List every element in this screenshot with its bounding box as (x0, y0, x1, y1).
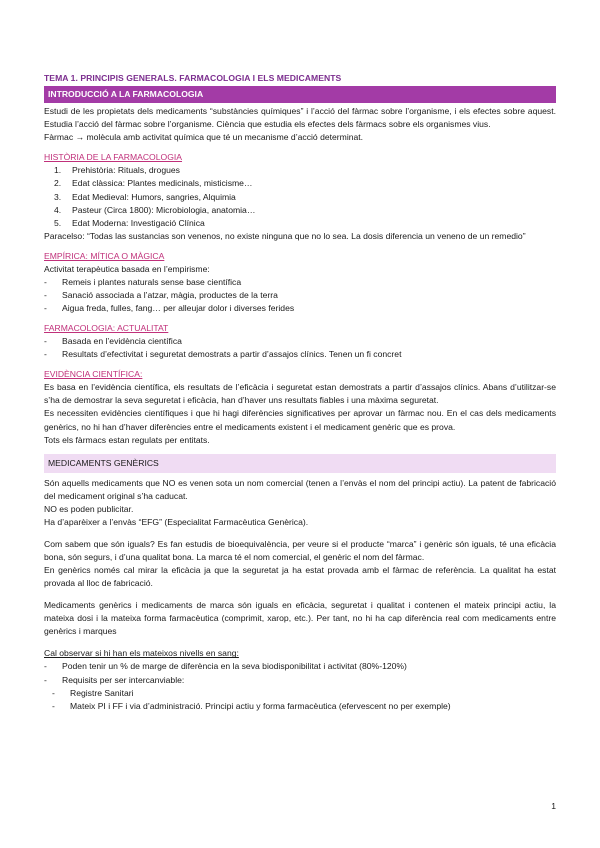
empirica-list (44, 276, 556, 315)
generics-paragraph-5: En genèrics només cal mirar la eficàcia ja que la seguretat ja ha estat provada amb el fàrmac de referència. La qualitat ha estat provada al lloc de fabricació. (44, 565, 556, 589)
paracelso-quote: Paracelso: “Todas las sustancias son venenos, no existe ninguna que no lo sea. La dosis diferencia un veneno de un remedio” (44, 230, 526, 241)
heading-actualitat: FARMACOLOGIA: ACTUALITAT (44, 323, 169, 334)
list-item: - Basada en l’evidència científica (44, 336, 182, 347)
historia-list (44, 164, 556, 229)
intro-paragraph: Estudi de les propietats dels medicaments “substàncies químiques” i l’acció del fàrmac sobre l’organisme, i els efectes sobre aquest. Estudia l’acció del fàrmac sobre l’organisme. Ciència que estudia els efectes dels fàrmacs sobre els organismes vius. (44, 106, 556, 130)
page-number: 1 (551, 801, 556, 811)
list-item: - Registre Sanitari (52, 687, 134, 698)
list-item: - Mateix PI i FF i via d’administració. Principi actiu y forma farmacèutica (efervescent no per exemple) (52, 700, 451, 711)
evidencia-paragraph-2: Es necessiten evidències científiques i que hi hagi diferències significatives per aprovar un fàrmac nou. En el cas dels medicaments genèrics, no hi han d’haver diferències entre el medicaments existent i el medicament genèric que es prova. (44, 408, 556, 432)
heading-evidencia: EVIDÈNCIA CIENTÍFICA: (44, 369, 143, 380)
list-item: - Poden tenir un % de marge de diferència en la seva biodisponibilitat i activitat (80%-120%) (44, 661, 407, 672)
list-item: - Remeis i plantes naturals sense base científica (44, 276, 242, 287)
list-item: 5. Edat Moderna: Investigació Clínica (54, 217, 205, 228)
section-heading-generics: MEDICAMENTS GENÈRICS (44, 454, 556, 473)
generics-observar: Cal observar si hi han els mateixos nivells en sang: (44, 648, 239, 659)
list-item: 2. Edat clàssica: Plantes medicinals, misticisme… (54, 178, 253, 189)
generics-paragraph-1: Són aquells medicaments que NO es venen sota un nom comercial (tenen a l’envàs el nom del principi actiu). La patent de fabricació del medicament original s’ha caducat. (44, 477, 556, 501)
farmac-definition: Fàrmac → molècula amb activitat química que té un mecanisme d’acció determinat. (44, 132, 364, 143)
generics-paragraph-6: Medicaments genèrics i medicaments de marca són iguals en eficàcia, seguretat i qualitat i contenen el mateix principi actiu, la mateixa dosi i la mateixa forma farmacèutica (comprimit, xarop, etc.). Per tant, no hi ha cap diferència real com medicaments entre genèrics i marques (44, 600, 556, 637)
list-item: 3. Edat Medieval: Humors, sangries, Alquimia (54, 191, 236, 202)
list-item: - Resultats d’efectivitat i seguretat demostrats a partir d’assajos clínics. Tenen un fi concret (44, 349, 402, 360)
heading-historia: HISTÒRIA DE LA FARMACOLOGIA (44, 152, 183, 163)
list-item: - Requisits per ser intercanviable: (44, 674, 185, 685)
section-heading-introduccio: INTRODUCCIÓ A LA FARMACOLOGIA (44, 86, 556, 103)
heading-empirica: EMPÍRICA: MÍTICA O MÀGICA (44, 250, 165, 261)
list-item: - Sanació associada a l’atzar, màgia, productes de la terra (44, 289, 278, 300)
actualitat-list (44, 335, 556, 361)
evidencia-paragraph-3: Tots els fàrmacs estan regulats per entitats. (44, 434, 210, 445)
generics-paragraph-4: Com sabem que són iguals? Es fan estudis de bioequivalència, per veure si el producte “marca” i genèric són iguals, té una eficàcia bona, són segurs, i d’una qualitat bona. La marca té el nom comercial, el genèric el nom del fàrmac. (44, 538, 556, 562)
requisits-sublist (44, 687, 556, 713)
list-item: 4. Pasteur (Circa 1800): Microbiologia, anatomia… (54, 204, 256, 215)
document-title: TEMA 1. PRINCIPIS GENERALS. FARMACOLOGIA I ELS MEDICAMENTS (44, 73, 342, 83)
list-item: 1. Prehistòria: Rituals, drogues (54, 165, 180, 176)
evidencia-paragraph-1: Es basa en l’evidència científica, els resultats de l’eficàcia i seguretat estan demostrats a partir d’assajos clínics. Abans d’utilitzar-se s’ha de demostrar la seva seguretat i eficàcia, han d’haver uns resultats fiables i una màxima seguretat. (44, 382, 556, 406)
generics-list (44, 660, 556, 686)
empirica-intro: Activitat terapèutica basada en l’empirisme: (44, 263, 210, 274)
generics-paragraph-2: NO es poden publicitar. (44, 503, 134, 514)
list-item: - Aigua freda, fulles, fang… per alleujar dolor i diverses ferides (44, 303, 295, 313)
generics-paragraph-3: Ha d’aparèixer a l’envàs “EFG” (Especialitat Farmacèutica Genèrica). (44, 516, 309, 527)
